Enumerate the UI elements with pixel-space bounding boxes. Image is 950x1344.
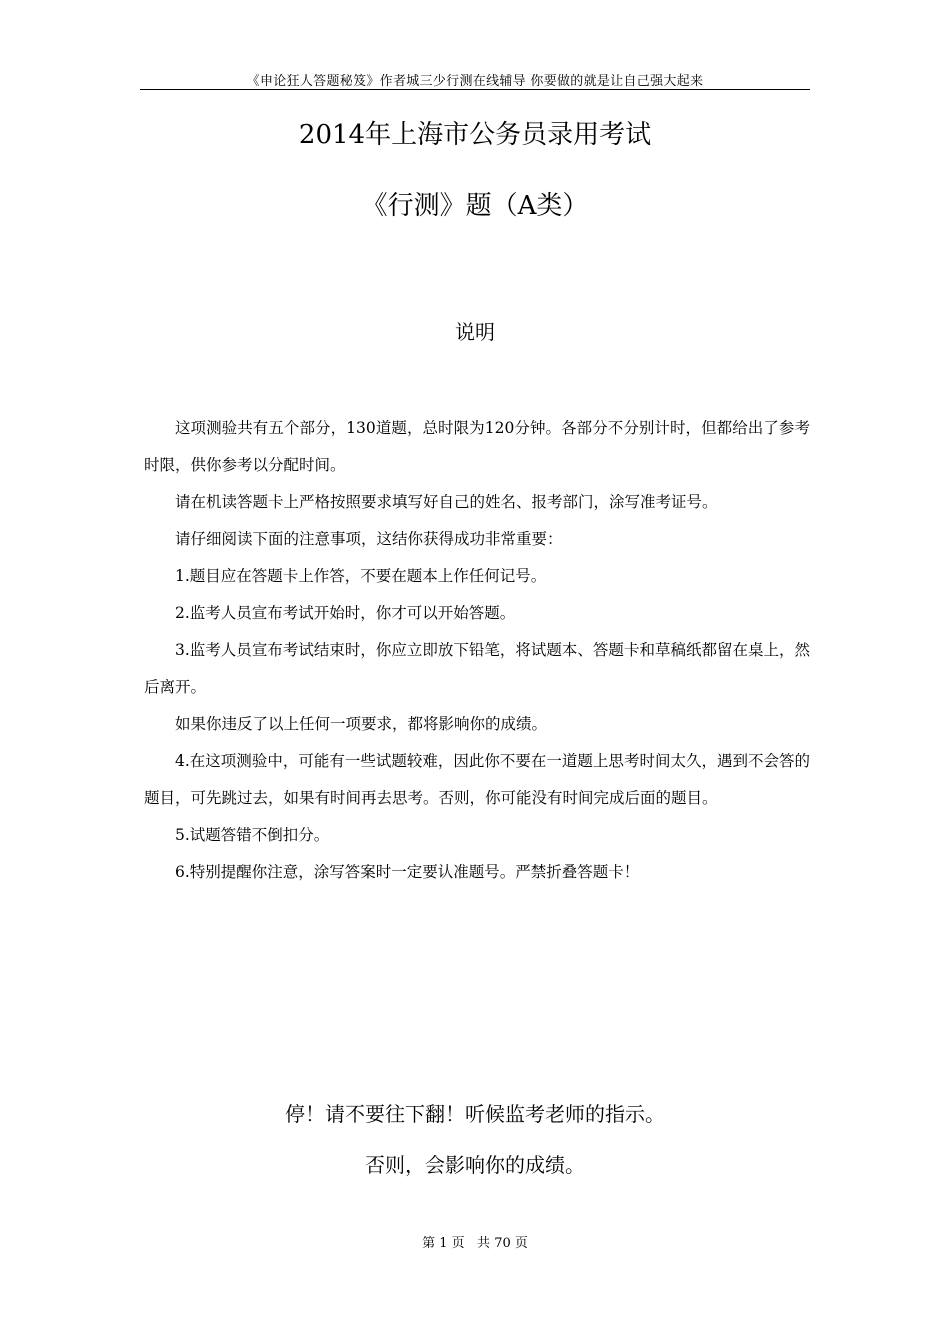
section-heading: 说明 (455, 320, 495, 344)
stop-warning: 停！请不要往下翻！听候监考老师的指示。 (285, 1102, 665, 1126)
document-title: 2014年上海市公务员录用考试 (298, 120, 652, 150)
violation-note: 如果你违反了以上任何一项要求，都将影响你的成绩。 (175, 715, 548, 733)
page-footer: 第 1 页 共 70 页 (422, 1236, 528, 1251)
header-rule (140, 89, 810, 90)
intro-paragraph: 这项测验共有五个部分，130道题，总时限为120分钟。各部分不分别计时，但都给出了参考时限，供你参考以分配时间。 (144, 419, 810, 474)
page-header-text: 《申论狂人答题秘笈》作者城三少行测在线辅导 你要做的就是让自己强大起来 (246, 74, 704, 89)
rule-item-1: 1.题目应在答题卡上作答，不要在题本上作任何记号。 (175, 567, 547, 585)
instruction-read-notes: 请仔细阅读下面的注意事项，这结你获得成功非常重要： (175, 530, 563, 548)
rule-item-2: 2.监考人员宣布考试开始时，你才可以开始答题。 (175, 604, 516, 622)
rule-item-3: 3.监考人员宣布考试结束时，你应立即放下铅笔，将试题本、答题卡和草稿纸都留在桌上，然后离开。 (144, 641, 810, 696)
rule-item-4: 4.在这项测验中，可能有一些试题较难，因此你不要在一道题上思考时间太久，遇到不会答的题目，可先跳过去，如果有时间再去思考。否则，你可能没有时间完成后面的题目。 (144, 752, 810, 807)
rule-item-5: 5.试题答错不倒扣分。 (175, 826, 330, 844)
rule-item-6: 6.特别提醒你注意，涂写答案时一定要认准题号。严禁折叠答题卡！ (175, 863, 640, 881)
stop-warning-consequence: 否则，会影响你的成绩。 (365, 1153, 585, 1177)
instruction-fill-card: 请在机读答题卡上严格按照要求填写好自己的姓名、报考部门，涂写准考证号。 (175, 493, 718, 511)
document-subtitle: 《行测》题（A类） (361, 191, 589, 221)
